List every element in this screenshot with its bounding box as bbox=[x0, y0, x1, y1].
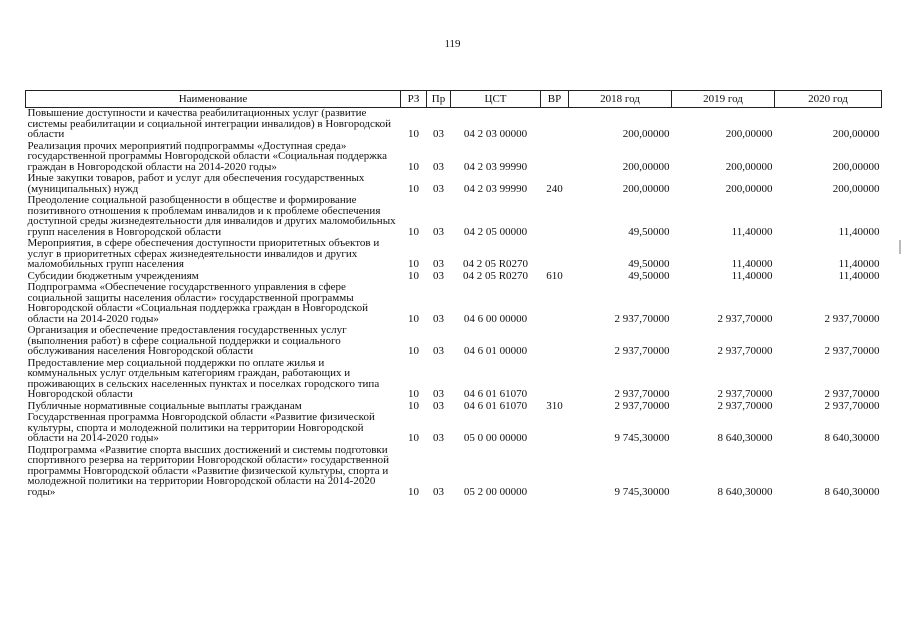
table-row bbox=[26, 358, 882, 401]
row-2020: 8 640,30000 bbox=[824, 432, 880, 444]
row-cst: 04 2 05 R0270 bbox=[462, 269, 529, 282]
row-vr bbox=[541, 141, 569, 174]
row-rz: 10 bbox=[408, 388, 419, 400]
row-2018: 49,50000 bbox=[628, 225, 670, 238]
row-2020: 2 937,70000 bbox=[824, 399, 880, 412]
row-cst: 04 2 05 R0270 bbox=[462, 258, 529, 270]
row-pr: 03 bbox=[433, 160, 444, 173]
row-vr: 310 bbox=[546, 399, 563, 412]
header-name: Наименование bbox=[26, 91, 401, 108]
row-2019: 11,40000 bbox=[731, 258, 773, 270]
row-vr bbox=[541, 282, 569, 325]
scan-edge-mark bbox=[899, 240, 901, 254]
row-rz: 10 bbox=[408, 258, 419, 270]
header-pr: Пр bbox=[427, 91, 451, 108]
row-pr: 03 bbox=[433, 269, 444, 282]
row-2019: 11,40000 bbox=[731, 269, 773, 282]
row-rz: 10 bbox=[408, 225, 419, 238]
row-2019: 200,00000 bbox=[725, 128, 773, 140]
row-2020: 200,00000 bbox=[832, 128, 880, 140]
table-row bbox=[26, 445, 882, 499]
row-2019: 8 640,30000 bbox=[717, 485, 773, 498]
row-cst: 05 0 00 00000 bbox=[463, 432, 528, 444]
row-pr: 03 bbox=[433, 399, 444, 412]
header-rz: РЗ bbox=[401, 91, 427, 108]
row-2018: 2 937,70000 bbox=[614, 312, 670, 325]
row-rz: 10 bbox=[408, 160, 419, 173]
row-2018: 2 937,70000 bbox=[614, 388, 670, 400]
table-row bbox=[26, 282, 882, 325]
table-header-row bbox=[26, 91, 882, 108]
row-pr: 03 bbox=[433, 128, 444, 140]
row-cst: 04 2 05 00000 bbox=[463, 225, 528, 238]
row-2020: 2 937,70000 bbox=[824, 388, 880, 400]
row-rz: 10 bbox=[408, 312, 419, 325]
row-2019: 2 937,70000 bbox=[717, 388, 773, 400]
row-2020: 11,40000 bbox=[838, 269, 880, 282]
row-vr bbox=[541, 445, 569, 499]
budget-table bbox=[25, 90, 882, 498]
row-pr: 03 bbox=[433, 182, 444, 195]
row-rz: 10 bbox=[408, 432, 419, 444]
row-vr bbox=[541, 108, 569, 141]
row-rz: 10 bbox=[408, 128, 419, 140]
row-name: Мероприятия, в сфере обеспечения доступности приоритетных объектов и услуг в приоритетных сферах жизнедеятельности инвалидов и других маломобильных групп населения bbox=[27, 237, 380, 270]
header-2018: 2018 год bbox=[569, 91, 672, 108]
row-name: Организация и обеспечение предоставления государственных услуг (выполнения работ) в сфере социальной поддержки и социального обслуживания населения Новгородской области bbox=[27, 324, 347, 357]
row-vr bbox=[541, 195, 569, 238]
row-2018: 9 745,30000 bbox=[614, 485, 670, 498]
row-2020: 2 937,70000 bbox=[824, 345, 880, 357]
row-2019: 8 640,30000 bbox=[717, 432, 773, 444]
page-number: 119 bbox=[444, 38, 461, 50]
row-rz: 10 bbox=[408, 182, 419, 195]
row-vr bbox=[541, 412, 569, 445]
table-row bbox=[26, 173, 882, 195]
row-cst: 04 2 03 99990 bbox=[463, 160, 528, 173]
row-cst: 04 6 01 00000 bbox=[463, 345, 528, 357]
table-row bbox=[26, 195, 882, 238]
row-name: Иные закупки товаров, работ и услуг для обеспечения государственных (муниципальных) нужд bbox=[27, 172, 365, 195]
row-name: Преодоление социальной разобщенности в обществе и формирование позитивного отношения к проблемам инвалидов и к проблеме обеспечения доступной среды жизнедеятельности для инвалидов и других маломобильных групп населения в Новгородской области bbox=[27, 194, 396, 238]
row-2018: 49,50000 bbox=[628, 269, 670, 282]
row-2019: 2 937,70000 bbox=[717, 399, 773, 412]
row-rz: 10 bbox=[408, 345, 419, 357]
row-pr: 03 bbox=[433, 312, 444, 325]
table-row bbox=[26, 238, 882, 271]
row-vr: 240 bbox=[546, 182, 563, 195]
row-name: Подпрограмма «Развитие спорта высших достижений и системы подготовки спортивного резерва на территории Новгородской области» государственной программы Новгородской области «Развитие физической культуры, спорта и молодежной политики на территории Новгородской области на 2014-2020 годы» bbox=[27, 443, 389, 498]
row-pr: 03 bbox=[433, 432, 444, 444]
row-2019: 11,40000 bbox=[731, 225, 773, 238]
row-cst: 04 2 03 00000 bbox=[463, 128, 528, 140]
row-cst: 04 2 03 99990 bbox=[463, 182, 528, 195]
row-2020: 2 937,70000 bbox=[824, 312, 880, 325]
header-cst: ЦСТ bbox=[451, 91, 541, 108]
row-pr: 03 bbox=[433, 258, 444, 270]
row-name: Реализация прочих мероприятий подпрограммы «Доступная среда» государственной программы Новгородской области «Социальная поддержка граждан в Новгородской области на 2014-2020 годы» bbox=[27, 139, 387, 173]
row-2018: 200,00000 bbox=[622, 128, 670, 140]
row-2018: 49,50000 bbox=[628, 258, 670, 270]
row-cst: 05 2 00 00000 bbox=[463, 485, 528, 498]
row-name: Повышение доступности и качества реабилитационных услуг (развитие системы реабилитации и социальной интеграции инвалидов) в Новгородской области bbox=[27, 107, 392, 140]
table-row bbox=[26, 412, 882, 445]
row-2020: 200,00000 bbox=[832, 182, 880, 195]
row-2018: 200,00000 bbox=[622, 160, 670, 173]
header-2020: 2020 год bbox=[775, 91, 882, 108]
row-2020: 11,40000 bbox=[838, 258, 880, 270]
row-vr bbox=[541, 325, 569, 358]
row-pr: 03 bbox=[433, 345, 444, 357]
row-name: Предоставление мер социальной поддержки по оплате жилья и коммунальных услуг отдельным категориям граждан, работающих и проживающих в сельских населенных пунктах и поселках городского типа Новгородской области bbox=[27, 356, 380, 400]
row-2018: 2 937,70000 bbox=[614, 399, 670, 412]
header-vr: ВР bbox=[541, 91, 569, 108]
row-2018: 200,00000 bbox=[622, 182, 670, 195]
table-row bbox=[26, 108, 882, 141]
row-pr: 03 bbox=[433, 388, 444, 400]
row-2018: 2 937,70000 bbox=[614, 345, 670, 357]
row-2019: 200,00000 bbox=[725, 160, 773, 173]
table-row bbox=[26, 325, 882, 358]
row-2020: 11,40000 bbox=[838, 225, 880, 238]
row-2019: 2 937,70000 bbox=[717, 345, 773, 357]
row-cst: 04 6 00 00000 bbox=[463, 312, 528, 325]
row-name: Подпрограмма «Обеспечение государственного управления в сфере социальной защиты населения области» государственной программы Новгородской области «Социальная поддержка граждан в Новгородской области на 2014-2020 годы» bbox=[27, 281, 368, 325]
row-name: Публичные нормативные социальные выплаты гражданам bbox=[27, 399, 302, 412]
row-rz: 10 bbox=[408, 399, 419, 412]
row-pr: 03 bbox=[433, 485, 444, 498]
row-vr bbox=[541, 358, 569, 401]
row-2018: 9 745,30000 bbox=[614, 432, 670, 444]
row-name: Субсидии бюджетным учреждениям bbox=[27, 269, 199, 282]
table-row bbox=[26, 141, 882, 174]
row-cst: 04 6 01 61070 bbox=[463, 388, 528, 400]
row-pr: 03 bbox=[433, 225, 444, 238]
row-2020: 8 640,30000 bbox=[824, 485, 880, 498]
row-2019: 2 937,70000 bbox=[717, 312, 773, 325]
row-vr: 610 bbox=[546, 269, 563, 282]
row-cst: 04 6 01 61070 bbox=[463, 399, 528, 412]
row-rz: 10 bbox=[408, 485, 419, 498]
row-2019: 200,00000 bbox=[725, 182, 773, 195]
row-2020: 200,00000 bbox=[832, 160, 880, 173]
header-2019: 2019 год bbox=[672, 91, 775, 108]
row-name: Государственная программа Новгородской области «Развитие физической культуры, спорта и молодежной политики на территории Новгородской области на 2014-2020 годы» bbox=[27, 411, 375, 444]
row-rz: 10 bbox=[408, 269, 419, 282]
row-vr bbox=[541, 238, 569, 271]
